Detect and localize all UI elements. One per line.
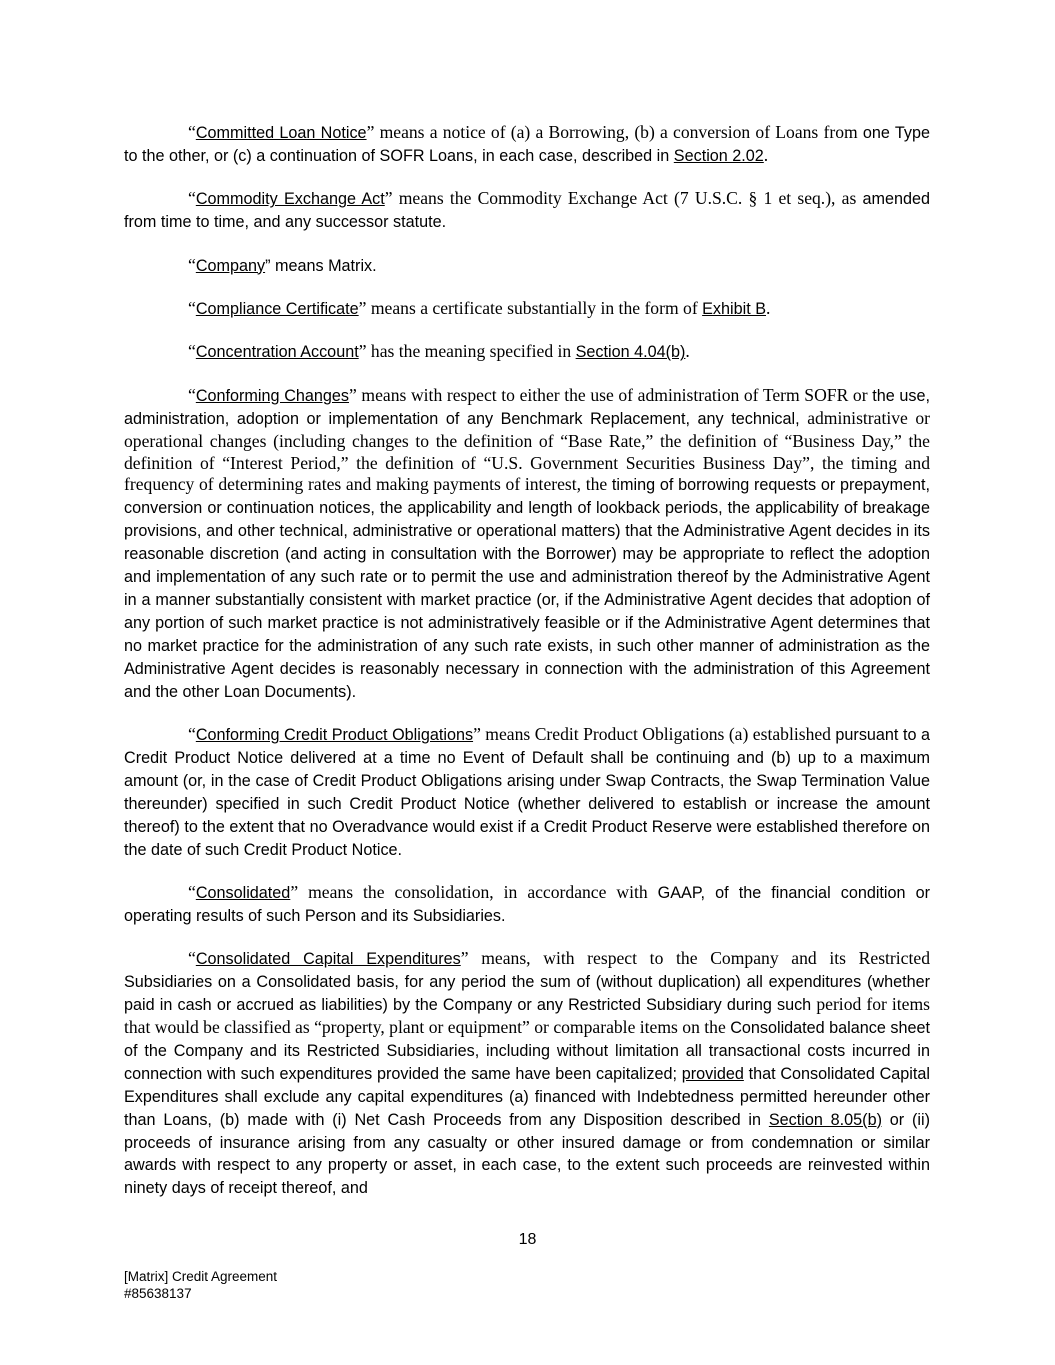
definition-text: the use, administration, adoption or implementation of any Benchmark Replacement, any technical, xyxy=(124,386,931,428)
definition-text: administrative or operational changes (including changes to the definition of “Base Rate,” the definition of “Business Day,” the definition of “Interest Period,” the definition of “U.S. Government Securities Business Day”, the timing and frequency of determining rates and making payments of interest, the xyxy=(124,407,930,495)
definition-text: one Type to the other, or (c) a continuation of SOFR Loans, in each case, described in xyxy=(124,124,930,165)
definition-text: ” means Matrix. xyxy=(265,256,377,275)
definition-paragraph: “Company” means Matrix. xyxy=(188,254,377,275)
definition-text: GAAP, of the financial condition or operating results of such Person and its Subsidiaries. xyxy=(124,883,930,925)
definition-text: period for items that would be classified as “property, plant or equipment” or comparable items on the xyxy=(124,994,931,1037)
cross-reference: Exhibit B xyxy=(702,300,766,319)
definition-text: or (ii) proceeds of insurance arising from any casualty or other insured damage or from condemnation or similar awards with respect to any property or asset, in each case, to the extent such proceeds are reinvested within ninety days of receipt thereof, and xyxy=(124,1110,930,1198)
definition-text: that Consolidated Capital Expenditures shall exclude any capital expenditures (a) financed with Indebtedness permitted hereunder other than Loans, (b) made with (i) Net Cash Proceeds from any Disposition described in xyxy=(124,1064,930,1129)
definition-paragraph: “Concentration Account” has the meaning specified in Section 4.04(b). xyxy=(188,341,690,362)
defined-term: Conforming Changes xyxy=(195,386,349,405)
definition-paragraph: “Consolidated Capital Expenditures” means, with respect to the Company and its Restricted Subsidiaries on a Consolidated basis, for any period the sum of (without duplication) all expenditures (whether paid in cash or accrued as liabilities) by the Company or any Restricted Subsidiary during such period for items that would be classified as “property, plant or equipment” or comparable items on the Consolidated balance sheet of the Company and its Restricted Subsidiaries, including without limitation all transactional costs incurred in connection with such expenditures provided the same have been capitalized; provided that Consolidated Capital Expenditures shall exclude any capital expenditures (a) financed with Indebtedness permitted hereunder other than Loans, (b) made with (i) Net Cash Proceeds from any Disposition described in Section 8.05(b) or (ii) proceeds of insurance arising from any casualty or other insured damage or from condemnation or similar awards with respect to any property or asset, in each case, to the extent such proceeds are reinvested within ninety days of receipt thereof, and xyxy=(124,948,931,1198)
definition-text: Consolidated balance sheet of the Company and its Restricted Subsidiaries, including without limitation all transactional costs incurred in connection with such expenditures provided the same have been capitalized; xyxy=(124,1019,930,1083)
definition-paragraph: “Conforming Credit Product Obligations” means Credit Product Obligations (a) established pursuant to a Credit Product Notice delivered at a time no Event of Default shall be continuing and (b) up to a maximum amount (or, in the case of Credit Product Obligations arising under Swap Contracts, the Swap Termination Value thereunder) specified in such Credit Product Notice (whether delivered to establish or increase the amount thereof) to the extent that no Overadvance would exist if a Credit Product Reserve were established therefore on the date of such Credit Product Notice. xyxy=(124,724,930,859)
defined-term: Consolidated xyxy=(195,883,291,902)
defined-term: Commodity Exchange Act xyxy=(195,190,385,209)
defined-term: Compliance Certificate xyxy=(195,300,359,319)
defined-term: Concentration Account xyxy=(195,343,359,362)
defined-term: Committed Loan Notice xyxy=(195,124,367,142)
defined-term: Conforming Credit Product Obligations xyxy=(195,726,474,745)
definition-text: . xyxy=(685,341,690,362)
definition-paragraph: “Compliance Certificate” means a certificate substantially in the form of Exhibit B. xyxy=(188,298,771,319)
definition-text: ” means, with respect to the Company and its Restricted xyxy=(460,948,930,969)
defined-term: Company xyxy=(195,256,266,275)
definition-paragraph: “Conforming Changes” means with respect to either the use of administration of Term SOFR or the use, administration, adoption or implementation of any Benchmark Replacement, any technical, administrative or operational changes (including changes to the definition of “Base Rate,” the definition of “Business Day,” the definition of “Interest Period,” the definition of “U.S. Government Securities Business Day”, the timing and frequency of determining rates and making payments of interest, the timing of borrowing requests or prepayment, conversion or continuation notices, the applicability and length of lookback periods, the applicability of breakage provisions, and other technical, administrative or operational matters) that the Administrative Agent decides in its reasonable discretion (and acting in consultation with the Borrower) may be appropriate to reflect the adoption and implementation of any such rate or to permit the use and administration thereof by the Administrative Agent in a manner substantially consistent with market practice (or, if the Administrative Agent decides that adoption of any portion of such market practice is not administratively feasible or if the Administrative Agent determines that no market practice for the administration of any such rate exists, in such other manner of administration as the Administrative Agent decides is reasonably necessary in connection with the administration of this Agreement and the other Loan Documents). xyxy=(124,384,931,701)
footer-doc-id: #85638137 xyxy=(124,1286,192,1301)
definition-text: ” means the consolidation, in accordance with xyxy=(290,881,658,902)
definition-text: . xyxy=(766,298,771,319)
definition-text: ” means with respect to either the use of administration of Term SOFR or xyxy=(349,384,873,405)
definition-text: ” means a notice of (a) a Borrowing, (b) a conversion of Loans from xyxy=(366,122,863,142)
definition-paragraph: “Commodity Exchange Act” means the Commodity Exchange Act (7 U.S.C. § 1 et seq.), as amended from time to time, and any successor statute. xyxy=(124,188,931,232)
definition-text: timing of borrowing requests or prepayment, conversion or continuation notices, the applicability and length of lookback periods, the applicability of breakage provisions, and other technical, administrative or operational matters) that the Administrative Agent decides in its reasonable discretion (and acting in consultation with the Borrower) may be appropriate to reflect the adoption and implementation of any such rate or to permit the use and administration thereof by the Administrative Agent in a manner substantially consistent with market practice (or, if the Administrative Agent decides that adoption of any portion of such market practice is not administratively feasible or if the Administrative Agent determines that no market practice for the administration of any such rate exists, in such other manner of administration as the Administrative Agent decides is reasonably necessary in connection with the administration of this Agreement and the other Loan Documents). xyxy=(124,476,930,701)
cross-reference: Section 2.02 xyxy=(673,146,764,165)
definition-text: ” means Credit Product Obligations (a) established xyxy=(473,724,836,745)
definition-text: . xyxy=(763,144,769,165)
definition-paragraph: “Consolidated” means the consolidation, in accordance with GAAP, of the financial condition or operating results of such Person and its Subsidiaries. xyxy=(124,881,930,925)
defined-term: Consolidated Capital Expenditures xyxy=(195,950,461,969)
definition-text: pursuant to a Credit Product Notice delivered at a time no Event of Default shall be continuing and (b) up to a maximum amount (or, in the case of Credit Product Obligations arising under Swap Contracts, the Swap Termination Value thereunder) specified in such Credit Product Notice (whether delivered to establish or increase the amount thereof) to the extent that no Overadvance would exist if a Credit Product Reserve were established therefore on the date of such Credit Product Notice. xyxy=(124,726,930,859)
cross-reference: Section 8.05(b) xyxy=(768,1110,882,1129)
definition-paragraph: “Committed Loan Notice” means a notice of (a) a Borrowing, (b) a conversion of Loans from one Type to the other, or (c) a continuation of SOFR Loans, in each case, described in Section 2.02. xyxy=(124,122,930,165)
footer-title: [Matrix] Credit Agreement xyxy=(124,1269,278,1284)
cross-reference: provided xyxy=(681,1064,744,1083)
definition-text: ” means the Commodity Exchange Act (7 U.S.C. § 1 et seq.), as xyxy=(384,188,863,209)
cross-reference: Section 4.04(b) xyxy=(575,343,686,362)
document-body xyxy=(124,122,930,1221)
definition-text: Subsidiaries on a Consolidated basis, for any period the sum of (without duplication) all expenditures (whether paid in cash or accrued as liabilities) by the Company or any Restricted Subsidiary during such xyxy=(124,973,930,1015)
definition-text: ” means a certificate substantially in the form of xyxy=(358,298,703,319)
document-footer xyxy=(124,1268,277,1302)
definition-text: amended from time to time, and any successor statute. xyxy=(124,190,931,232)
page-number: 18 xyxy=(518,1231,537,1248)
definition-text: ” has the meaning specified in xyxy=(358,341,576,362)
